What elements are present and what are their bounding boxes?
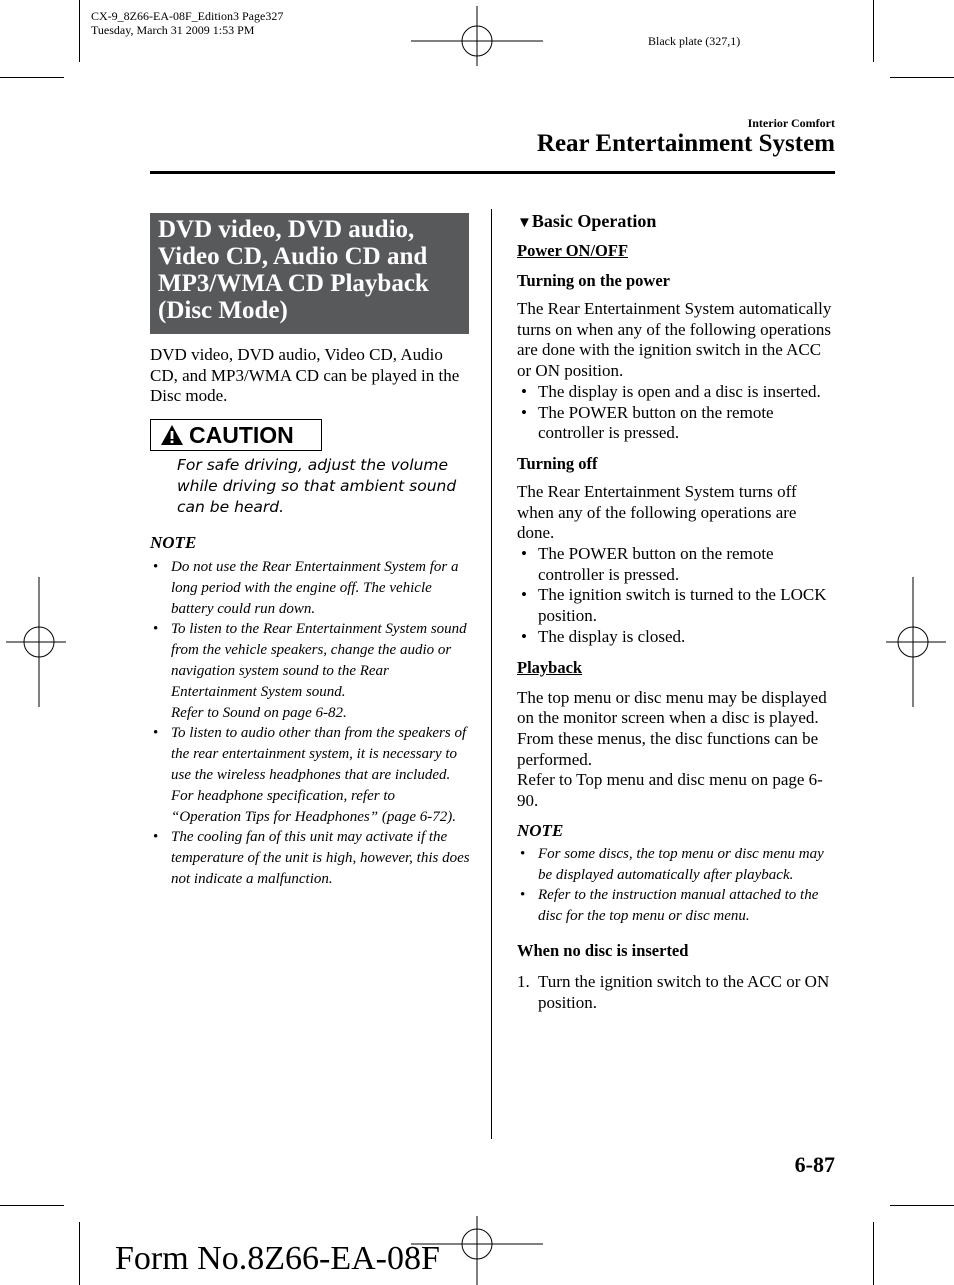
note-list-right <box>517 844 837 927</box>
list-item: • The display is closed. <box>517 627 837 648</box>
registration-mark-left <box>6 577 66 707</box>
section-heading <box>150 213 469 334</box>
caution-text: For safe driving, adjust the volume while driving so that ambient sound can be heard. <box>177 456 457 516</box>
note-title-right: NOTE <box>517 820 564 840</box>
note-title: NOTE <box>150 533 197 552</box>
form-number: Form No.8Z66-EA-08F <box>115 1240 440 1277</box>
heading-line-1: DVD video, DVD audio, <box>158 216 415 243</box>
heading-line-2: Video CD, Audio CD and <box>158 243 428 270</box>
caution-label: CAUTION <box>189 421 294 448</box>
intro-paragraph: DVD video, DVD audio, Video CD, Audio CD, and MP3/WMA CD can be played in the Disc mode. <box>150 345 460 405</box>
list-item <box>150 557 470 619</box>
steps-list <box>517 972 837 1013</box>
section-label: Interior Comfort <box>747 116 835 130</box>
turning-on-text: The Rear Entertainment System automatically turns on when any of the following operations are done with the ignition switch in the ACC or ON position. <box>517 299 832 381</box>
list-item: • Refer to the instruction manual attached to the disc for the top menu or disc menu. <box>517 885 837 927</box>
plate-label: Black plate (327,1) <box>648 34 741 48</box>
turning-off-heading: Turning off <box>517 453 598 473</box>
list-item: • The POWER button on the remote controller is pressed. <box>517 403 837 444</box>
note-reference: Refer to Sound on page 6-82. <box>171 704 347 721</box>
column-divider <box>491 209 492 1139</box>
registration-mark-top <box>411 6 543 66</box>
page-number: 6-87 <box>794 1152 835 1177</box>
playback-reference: Refer to Top menu and disc menu on page 6-90. <box>517 770 823 811</box>
no-disc-heading: When no disc is inserted <box>517 940 689 960</box>
turning-off-list <box>517 544 837 648</box>
page-title: Rear Entertainment System <box>536 130 835 157</box>
power-heading: Power ON/OFF <box>517 241 629 260</box>
heading-line-3: MP3/WMA CD Playback <box>158 270 429 297</box>
step-number: 1. <box>517 971 530 991</box>
note-reference: “Operation Tips for Headphones” (page 6-72). <box>171 808 456 825</box>
list-item <box>517 972 837 1013</box>
note-text: To listen to the Rear Entertainment System sound from the vehicle speakers, change the audio or navigation system sound to the Rear Entertainment System sound. <box>171 621 467 700</box>
list-item <box>150 827 470 889</box>
note-text: Do not use the Rear Entertainment System for a long period with the engine off. The vehicle battery could run down. <box>171 559 459 617</box>
warning-triangle-icon <box>160 424 184 446</box>
basic-operation-heading <box>517 211 837 232</box>
turning-on-heading: Turning on the power <box>517 271 670 290</box>
title-rule <box>150 171 835 174</box>
list-item <box>150 619 470 723</box>
list-item <box>150 723 470 827</box>
list-item: • For some discs, the top menu or disc menu may be displayed automatically after playback. <box>517 844 837 886</box>
note-text: To listen to audio other than from the speakers of the rear entertainment system, it is necessary to use the wireless headphones that are included. For headphone specification, refer to <box>171 725 467 804</box>
list-item: • The ignition switch is turned to the LOCK position. <box>517 585 837 626</box>
list-item: • The POWER button on the remote controller is pressed. <box>517 544 837 585</box>
print-info-line1: CX-9_8Z66-EA-08F_Edition3 Page327 <box>91 9 284 23</box>
turning-on-list <box>517 382 837 444</box>
print-info <box>91 9 283 37</box>
playback-text: The top menu or disc menu may be displayed on the monitor screen when a disc is played. From these menus, the disc functions can be performed. <box>517 687 827 769</box>
turning-off-text: The Rear Entertainment System turns off when any of the following operations are done. <box>517 481 797 543</box>
heading-line-4: (Disc Mode) <box>158 297 288 324</box>
basic-operation-label: Basic Operation <box>531 211 657 231</box>
step-text: Turn the ignition switch to the ACC or ON position. <box>538 971 830 1012</box>
right-column <box>517 211 837 1013</box>
print-info-line2: Tuesday, March 31 2009 1:53 PM <box>91 23 255 37</box>
note-block-left <box>150 533 470 890</box>
note-list <box>150 557 470 890</box>
list-item: • The display is open and a disc is inserted. <box>517 382 837 403</box>
caution-box <box>150 419 322 451</box>
triangle-down-icon: ▼ <box>517 215 532 231</box>
note-text: The cooling fan of this unit may activate if the temperature of the unit is high, however, this does not indicate a malfunction. <box>171 829 470 887</box>
registration-mark-right <box>886 577 946 707</box>
playback-heading: Playback <box>517 657 583 677</box>
